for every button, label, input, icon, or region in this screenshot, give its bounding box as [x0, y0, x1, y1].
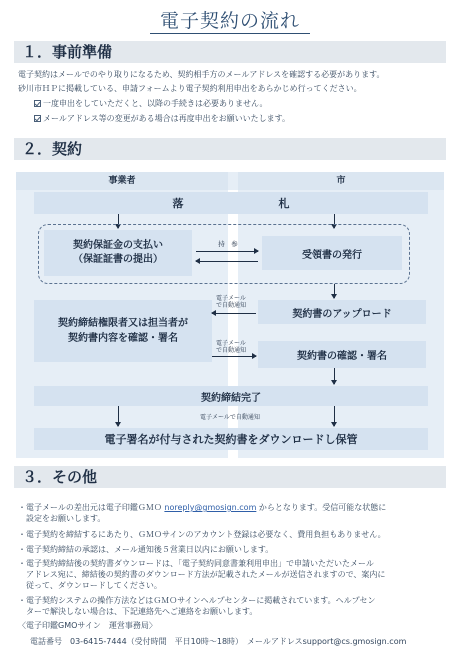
bring-label: 持 参 [218, 240, 238, 248]
other-bullet-1-line2: 設定をお願いします。 [18, 514, 106, 523]
prep-note-1 [34, 98, 267, 109]
page-title: 電子契約の流れ [159, 10, 300, 32]
arrow-left [212, 313, 256, 314]
auto-notify-label-1: 電子メール で自動通知 [215, 295, 246, 309]
auto-notify-label-3: 電子メールで自動通知 [200, 414, 260, 421]
other-bullet-5-line2: ターで解決しない場合は、下記連絡先へご連絡をお願いします。 [18, 607, 258, 616]
title-underline [150, 33, 310, 34]
flow-step-complete: 契約締結完了 [34, 386, 428, 406]
prep-note-2 [34, 113, 290, 124]
arrow-right [196, 251, 258, 252]
flow-step-award-a: 落 [172, 197, 184, 210]
flow-step-award [34, 192, 428, 214]
prep-note-1-text: 一度申出をしていただくと、以降の手続きは必要ありません。 [43, 99, 268, 108]
flow-step-upload: 契約書のアップロード [258, 300, 426, 324]
arrow-down [118, 406, 119, 426]
arrow-down [334, 368, 335, 384]
column-header-business: 事業者 [16, 172, 228, 190]
other-bullet-2: ・電子契約を締結するにあたり、ＧＭＯサインのアカウント登録は必要なく、費用負担もありません。 [18, 530, 386, 539]
checkbox-icon [34, 115, 41, 122]
prep-text-line1: 電子契約はメールでのやり取りになるため、契約相手方のメールアドレスを確認する必要があります。 [18, 70, 385, 79]
section-heading-contract: ２．契約 [14, 138, 446, 160]
checkbox-icon [34, 100, 41, 107]
other-bullet-4-line3: 従って、ダウンロードしてください。 [18, 581, 162, 590]
arrow-down [334, 284, 335, 298]
column-header-city: 市 [238, 172, 444, 190]
contact-details: 電話番号 03-6415-7444（受付時間 平日10時～18時） メールアドレスsupport@cs.gmosign.com [30, 637, 407, 646]
other-bullet-5-line1: ・電子契約システムの操作方法などはＧＭＯサインヘルプセンターに掲載されています。ヘルプセン [18, 596, 376, 605]
flow-step-receipt: 受領書の発行 [262, 236, 402, 270]
arrow-left [196, 261, 258, 262]
auto-notify-label-2: 電子メール で自動通知 [215, 340, 246, 354]
section-heading-prep: １．事前準備 [14, 41, 446, 63]
section-heading-other: ３．その他 [14, 466, 446, 488]
flow-step-deposit: 契約保証金の支払い （保証証書の提出） [44, 230, 192, 276]
other-bullet-3: ・電子契約締結の承認は、メール通知後５営業日以内にお願いします。 [18, 545, 274, 554]
contact-heading: 〈電子印鑑GMOサイン 運営事務局〉 [18, 621, 157, 630]
prep-note-2-text: メールアドレス等の変更がある場合は再度申出をお願いいたします。 [43, 114, 290, 123]
flow-step-sign-city: 契約書の確認・署名 [258, 341, 426, 368]
arrow-right [212, 356, 256, 357]
arrow-down [334, 406, 335, 426]
flow-step-award-b: 札 [278, 197, 290, 210]
prep-text-line2: 砂川市ＨＰに掲載している、申請フォームより電子契約利用申出をあらかじめ行ってください。 [18, 84, 362, 93]
flow-step-download: 電子署名が付与された契約書をダウンロードし保管 [34, 428, 428, 450]
other-bullet-4-line2: アドレス宛に、締結後の契約書のダウンロード方法が記載されたメールが送信されますので、案内に [18, 570, 386, 579]
other-bullet-1-tail: からとなります。受信可能な状態に [256, 503, 387, 512]
other-bullet-1 [18, 503, 386, 514]
flow-step-sign-business: 契約締結権限者又は担当者が 契約書内容を確認・署名 [34, 300, 212, 362]
other-bullet-1-text: ・電子メールの差出元は電子印鑑ＧＭＯ [18, 503, 165, 512]
sender-email-link[interactable]: noreply@gmosign.com [164, 503, 257, 512]
other-bullet-4-line1: ・電子契約締結後の契約書ダウンロードは、「電子契約同意書兼利用申出」で申請いただいたメール [18, 559, 374, 568]
